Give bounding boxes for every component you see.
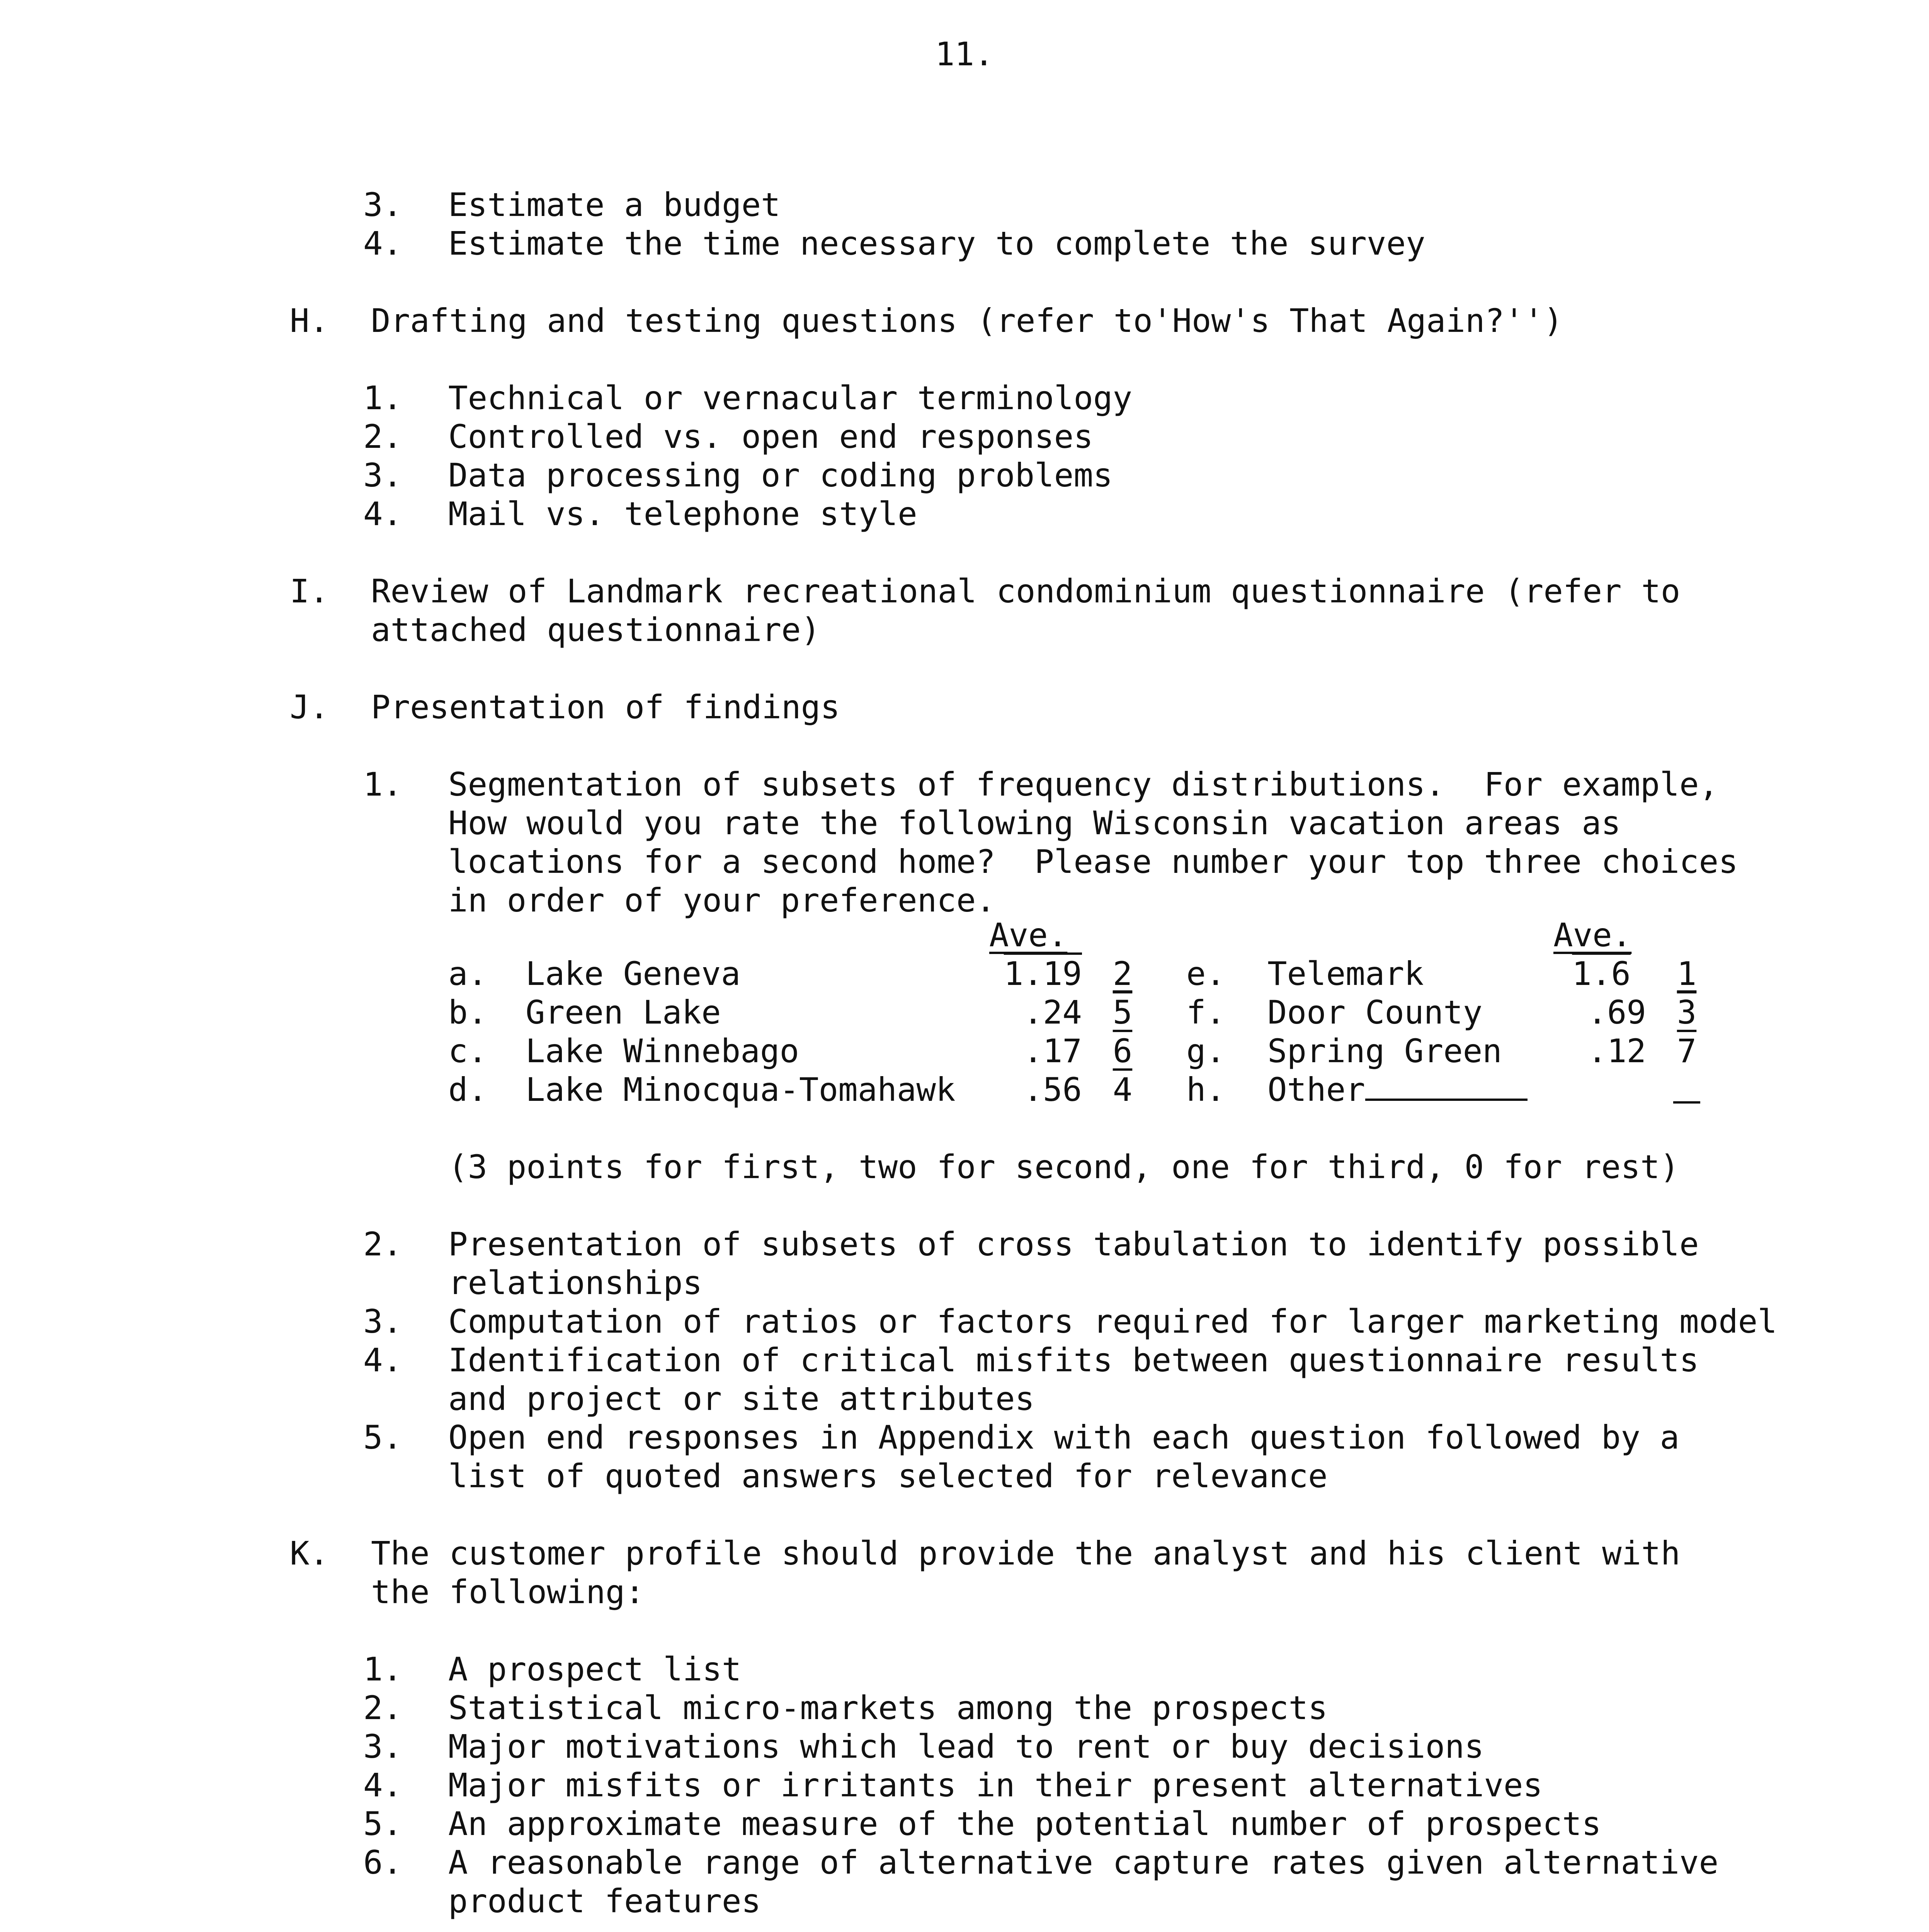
choice-name: Spring Green [1267, 1032, 1502, 1070]
empty-rank-line [1673, 1078, 1700, 1104]
choice-average: .56 [1023, 1071, 1082, 1109]
choice-letter: c. [448, 1032, 488, 1070]
item-text-line: Computation of ratios or factors required for larger marketing model [448, 1303, 1777, 1340]
choice-name: Other [1267, 1071, 1365, 1109]
item-text-line: product features [448, 1882, 761, 1920]
item-number: 6. [363, 1844, 403, 1881]
item-text-line: relationships [448, 1264, 703, 1302]
ave-header-left: Ave. [989, 916, 1068, 954]
item-number: 2. [363, 1225, 403, 1263]
choice-average: .12 [1587, 1032, 1646, 1070]
item-text-line: Segmentation of subsets of frequency distributions. For example, [448, 765, 1719, 803]
choice-other [1267, 1070, 1528, 1109]
item-number: 4. [363, 1341, 403, 1379]
item-text: Mail vs. telephone style [448, 495, 917, 533]
item-text-line: A prospect list [448, 1650, 742, 1688]
choice-rank: 3 [1677, 993, 1697, 1031]
choice-rank: 2 [1112, 955, 1133, 993]
item-text: Estimate the time necessary to complete the survey [448, 224, 1425, 262]
section-text-line: Review of Landmark recreational condominium questionnaire (refer to [371, 572, 1681, 610]
choice-average: .17 [1023, 1032, 1082, 1070]
choice-letter: a. [448, 955, 488, 993]
choice-name: Door County [1267, 993, 1483, 1031]
scoring-note: (3 points for first, two for second, one for third, 0 for rest) [448, 1148, 1680, 1186]
section-text-line: The customer profile should provide the analyst and his client with [371, 1534, 1681, 1572]
choice-rank: 6 [1112, 1032, 1133, 1070]
section-letter: J. [290, 688, 329, 726]
item-number: 3. [363, 1728, 403, 1765]
item-text-line: list of quoted answers selected for relevance [448, 1457, 1328, 1495]
item-number: 1. [363, 379, 403, 417]
section-letter: I. [290, 572, 329, 610]
section-title: Drafting and testing questions (refer to'How's That Again?'') [371, 302, 1563, 340]
choice-rank: 4 [1112, 1071, 1133, 1109]
choice-name: Lake Winnebago [526, 1032, 799, 1070]
item-text: Estimate a budget [448, 186, 781, 224]
choice-name: Lake Minocqua-Tomahawk [526, 1071, 956, 1109]
item-text-line: An approximate measure of the potential number of prospects [448, 1805, 1601, 1843]
item-number: 3. [363, 1303, 403, 1340]
item-text-line: How would you rate the following Wisconsin vacation areas as [448, 804, 1621, 842]
item-number: 5. [363, 1805, 403, 1843]
item-text: Controlled vs. open end responses [448, 418, 1093, 456]
choice-rank: 1 [1677, 955, 1697, 993]
choice-rank: 5 [1112, 993, 1133, 1031]
item-number: 4. [363, 495, 403, 533]
choice-average: .24 [1023, 993, 1082, 1031]
choice-average: 1.6 [1572, 955, 1631, 993]
item-text-line: in order of your preference. [448, 881, 996, 919]
item-text-line: Major misfits or irritants in their present alternatives [448, 1766, 1543, 1804]
item-number: 3. [363, 456, 403, 494]
ave-header-right: Ave. [1553, 916, 1632, 954]
fill-in-blank [1365, 1071, 1528, 1101]
choice-letter: e. [1186, 955, 1226, 993]
choice-letter: h. [1186, 1071, 1226, 1109]
item-number: 3. [363, 186, 403, 224]
choice-average: 1.19 [1004, 955, 1082, 993]
page-number: 11. [935, 35, 994, 73]
item-text-line: locations for a second home? Please number your top three choices [448, 843, 1738, 881]
choice-rank: 7 [1677, 1032, 1697, 1070]
item-number: 1. [363, 1650, 403, 1688]
item-number: 2. [363, 1689, 403, 1727]
item-text-line: A reasonable range of alternative capture rates given alternative [448, 1844, 1719, 1881]
item-text: Data processing or coding problems [448, 456, 1113, 494]
choice-letter: g. [1186, 1032, 1226, 1070]
choice-letter: d. [448, 1071, 488, 1109]
choice-name: Telemark [1267, 955, 1424, 993]
item-text-line: Major motivations which lead to rent or buy decisions [448, 1728, 1484, 1765]
item-text-line: Open end responses in Appendix with each question followed by a [448, 1418, 1680, 1456]
item-text-line: Identification of critical misfits between questionnaire results [448, 1341, 1699, 1379]
item-text-line: Presentation of subsets of cross tabulation to identify possible [448, 1225, 1699, 1263]
section-text-line: attached questionnaire) [371, 611, 821, 649]
choice-name: Lake Geneva [526, 955, 741, 993]
item-number: 2. [363, 418, 403, 456]
item-number: 5. [363, 1418, 403, 1456]
item-number: 4. [363, 224, 403, 262]
item-number: 1. [363, 765, 403, 803]
choice-average: .69 [1587, 993, 1646, 1031]
choice-letter: b. [448, 993, 488, 1031]
item-text: Technical or vernacular terminology [448, 379, 1133, 417]
section-text-line: the following: [371, 1573, 645, 1611]
list-item [363, 185, 402, 224]
choice-name: Green Lake [526, 993, 721, 1031]
section-letter: K. [290, 1534, 329, 1572]
item-text-line: Statistical micro-markets among the prospects [448, 1689, 1328, 1727]
section-title: Presentation of findings [371, 688, 840, 726]
section-letter: H. [290, 302, 329, 340]
choice-letter: f. [1186, 993, 1226, 1031]
item-text-line: and project or site attributes [448, 1380, 1035, 1418]
item-number: 4. [363, 1766, 403, 1804]
